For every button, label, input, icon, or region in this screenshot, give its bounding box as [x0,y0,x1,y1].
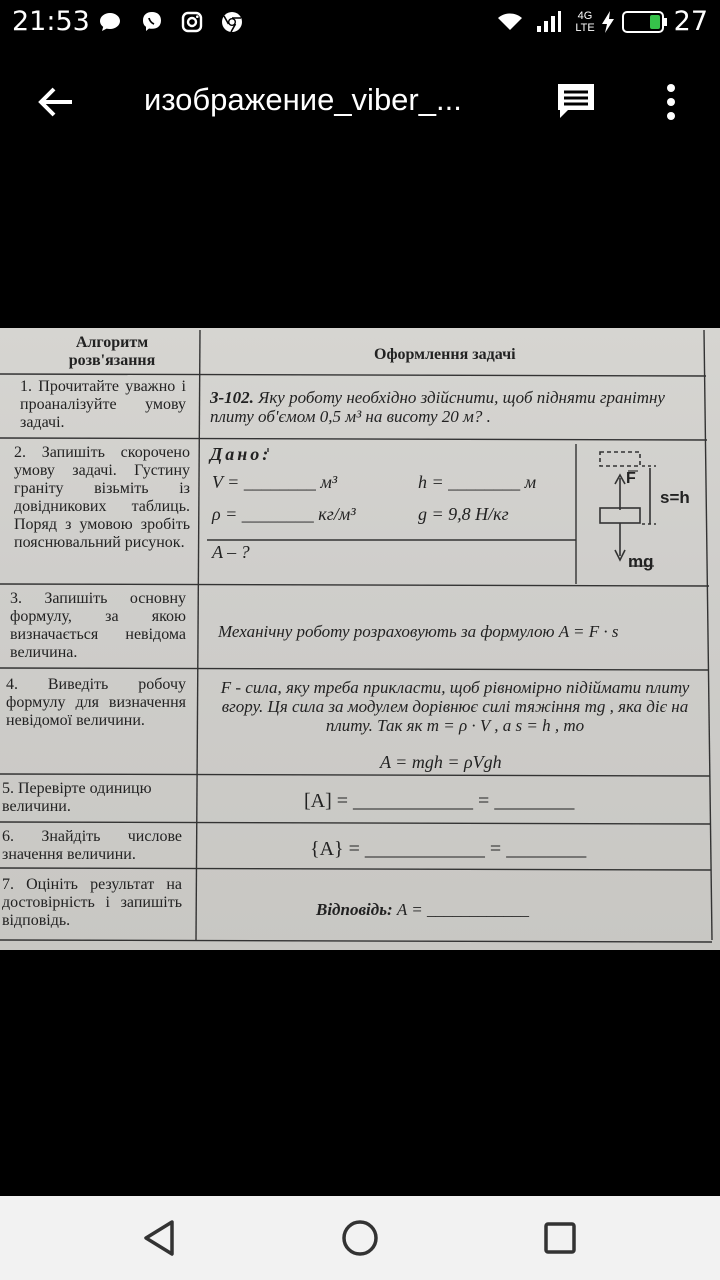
unit-check: [A] = ____________ = ________ [304,790,575,812]
chat-icon [98,10,122,34]
status-time: 21:53 [12,6,90,37]
header-algorithm: Алгоритм розв'язання [68,334,156,369]
nav-home-icon[interactable] [338,1216,382,1260]
diagram-gravity-label: mg [628,552,654,571]
given-height: h = ________ м [418,472,537,492]
status-bar [0,0,720,46]
derivation-text: F - сила, яку треба прикласти, щоб рівномірно підіймати плиту вгору. Ця сила за модулем дорівнює силі тяжіння mg , яка діє на плиту. Так як m = ρ · V , а s = h , то [220,678,690,736]
step-4: 4. Виведіть робочу формулу для визначення невідомої величини. [6,676,186,729]
value-calculation: {A} = ____________ = ________ [310,838,587,860]
nav-back-icon[interactable] [138,1216,182,1260]
given-title: Дано: [210,444,272,464]
diagram-force-label: F [626,470,636,487]
viber-icon [140,10,164,34]
given-volume: V = ________ м³ [212,472,338,492]
chrome-icon [220,10,244,34]
given-gravity: g = 9,8 Н/кг [418,504,509,524]
step-5: 5. Перевірте одиницю величини. [2,780,152,815]
battery-percent: 27 [673,6,708,37]
step-6: 6. Знайдіть числове значення величини. [2,828,182,863]
network-type: 4G LTE [575,10,595,34]
document-image [0,328,720,950]
answer: Відповідь: A = ____________ [316,900,529,919]
app-bar [0,56,720,148]
wifi-icon [496,10,524,34]
step-7: 7. Оцініть результат на достовірність і запишіть відповідь. [2,876,182,929]
charging-icon [600,10,616,34]
step-3: 3. Запишіть основну формулу, за якою визначається невідома величина. [10,590,186,661]
step-2: 2. Запишіть скорочено умову задачі. Густину граніту візьміть із довідникових таблиць. Поряд з умовою зробіть пояснювальний рисунок. [14,444,190,551]
instagram-icon [180,10,204,34]
task-statement: 3-102. Яку роботу необхідно здійснити, щоб підняти гранітну плиту об'ємом 0,5 м³ на висоту 20 м? . [210,388,665,427]
given-density: ρ = ________ кг/м³ [212,504,356,524]
signal-icon [536,10,562,34]
back-arrow-icon[interactable] [34,80,78,124]
header-task-format: Оформлення задачі [374,346,516,363]
work-formula-text: Механічну роботу розраховують за формулою A = F · s [218,622,619,641]
notes-icon[interactable] [554,80,598,124]
step-1: 1. Прочитайте уважно і проаналізуйте умову задачі. [20,378,186,431]
working-formula: A = mgh = ρVgh [380,752,502,772]
nav-recents-icon[interactable] [538,1216,582,1260]
diagram-distance-label: s=h [660,488,690,507]
more-options-icon[interactable] [656,80,686,124]
file-title: изображение_viber_... [144,82,462,117]
battery-icon [622,10,668,34]
find-work: A – ? [212,542,250,562]
navigation-bar [0,1196,720,1280]
